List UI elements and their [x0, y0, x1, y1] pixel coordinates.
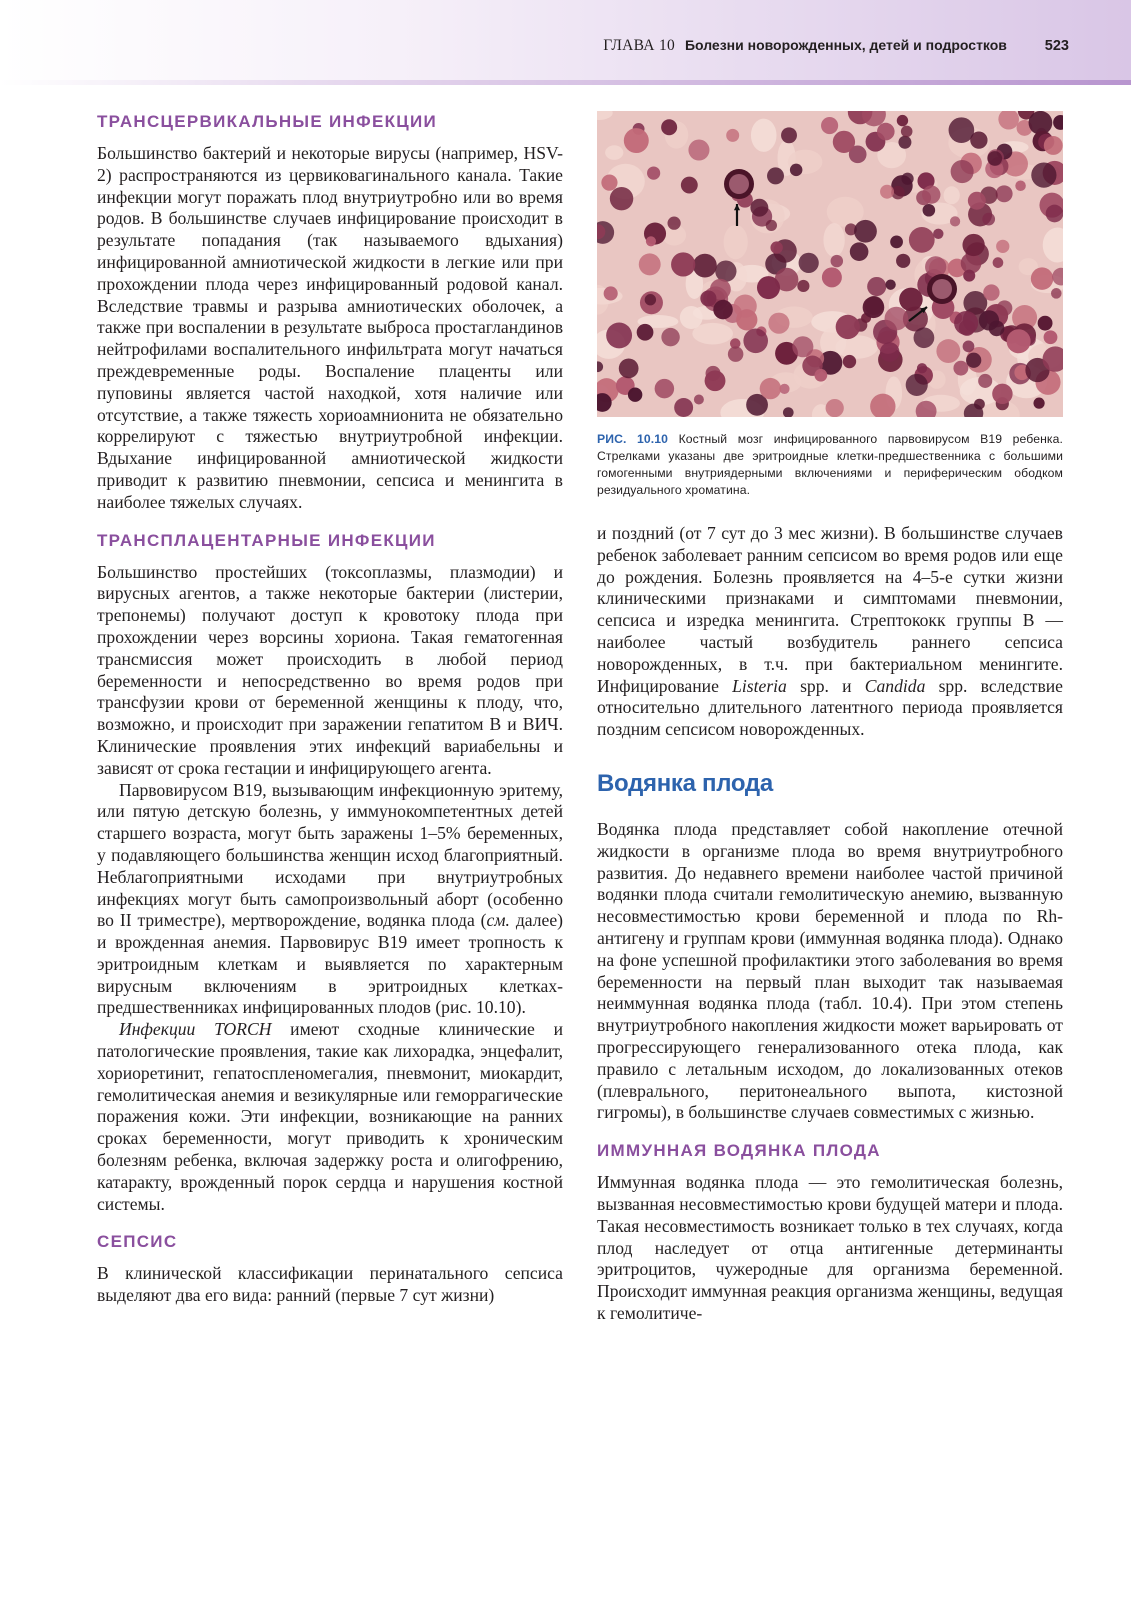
listeria-term: Listeria: [732, 675, 787, 696]
micrograph-figure: [597, 111, 1063, 417]
paragraph-hydrops: Водянка плода представляет собой накопление отечной жидкости в организме плода во время внутриутробного развития. До недавнего времени наиболее частой причиной водянки плода считали гемолитическую анемию, вызванную несовместимостью крови беременной и плода по Rh-антигену и группам крови (иммунная водянка плода). Однако на фоне успешной профилактики этого заболевания во время беременности на первый план выходит так называемая неиммунная водянка плода (табл. 10.4). При этом степень внутриутробного накопления жидкости может варьировать от прогрессирующего генерализованного отека плода, как правило с летальным исходом, до локализованных отеков (плеврального, перитонеального выпота, кистозной гигромы), в большинстве случаев совместимых с жизнью.: [597, 818, 1063, 1123]
see-reference: см.: [486, 910, 510, 931]
left-column: [97, 111, 563, 1307]
bone-marrow-micrograph: [597, 111, 1063, 417]
right-column: [597, 111, 1063, 1325]
paragraph-torch: Инфекции TORCH имеют сходные клинические и патологические проявления, такие как лихорадка, энцефалит, хориоретинит, гепатоспленомегалия, пневмонит, миокардит, гемолитическая анемия и везикулярные или геморрагические поражения кожи. Эти инфекции, возникающие на ранних сроках беременности, могут приводить к хроническим болезням ребенка, включая задержку роста и олигофрению, катаракту, врожденный порок сердца и нарушения костной системы.: [97, 1019, 563, 1214]
figure-label: РИС. 10.10: [597, 432, 669, 446]
paragraph-sepsis-continued: и поздний (от 7 сут до 3 мес жизни). В большинстве случаев ребенок заболевает ранним сепсисом во время родов или еще до рождения. Болезнь проявляется на 4–5-е сутки жизни клиническими признаками и симптомами пневмонии, сепсиса и изредка менингита. Стрептококк группы В — наиболее частый возбудитель раннего сепсиса новорожденных, в т.ч. при бактериальном менингите. Инфицирование Listeria spp. и Candida spp. вследствие относительно длительного латентного периода проявляется поздним сепсисом новорожденных.: [597, 523, 1063, 740]
header-rule: [0, 80, 1131, 85]
heading-transcervical: ТРАНСЦЕРВИКАЛЬНЫЕ ИНФЕКЦИИ: [97, 112, 438, 131]
heading-hydrops: Водянка плода: [597, 769, 773, 797]
running-head: [603, 37, 1069, 55]
heading-sepsis: СЕПСИС: [97, 1232, 178, 1252]
heading-transplacental: ТРАНСПЛАЦЕНТАРНЫЕ ИНФЕКЦИИ: [97, 530, 436, 550]
chapter-number: ГЛАВА 10: [603, 37, 676, 54]
page-number: 523: [1044, 38, 1069, 54]
paragraph-parvovirus: Парвовирусом В19, вызывающим инфекционную эритему, или пятую детскую болезнь, у иммунокомпетентных детей старшего возраста, могут быть заражены 1–5% беременных, у подавляющего большинства женщин исход благоприятный. Неблагоприятными исходами при внутриутробных инфекциях могут быть самопроизвольный аборт (особенно во II триместре), мертворождение, водянка плода (см. далее) и врожденная анемия. Парвовирус В19 имеет тропность к эритроидным клеткам и выявляется по характерным вирусным включениям в эритроидных клетках-предшественниках инфицированных плодов (рис. 10.10).: [97, 779, 563, 1018]
figure-caption: РИС. 10.10 Костный мозг инфицированного парвовирусом В19 ребенка. Стрелками указаны две эритроидные клетки-предшественника с большими гомогенными внутриядерными включениями и периферическим ободком резидуального хроматина.: [597, 432, 1063, 497]
torch-term: Инфекции TORCH: [119, 1019, 272, 1040]
heading-immune-hydrops: ИММУННАЯ ВОДЯНКА ПЛОДА: [597, 1141, 881, 1161]
paragraph-transplacental-1: Большинство простейших (токсоплазмы, плазмодии) и вирусных агентов, а также некоторые бактерии (листерии, трепонемы) получают доступ к кровотоку плода при прохождении через ворсины хориона. Такая гематогенная трансмиссия может происходить в любой период беременности и непосредственно во время родов при трансфузии крови от беременной женщины к плоду, что, возможно, и происходит при заражении гепатитом В и ВИЧ. Клинические проявления этих инфекций вариабельны и зависят от срока гестации и инфицирующего агента.: [97, 561, 563, 778]
paragraph-immune-hydrops: Иммунная водянка плода — это гемолитическая болезнь, вызванная несовместимостью крови будущей матери и плода. Такая несовместимость возникает только в тех случаях, когда плод наследует от отца антигенные детерминанты эритроцитов, чужеродные для организма беременной. Происходит иммунная реакция организма женщины, ведущая к гемолитиче-: [597, 1172, 1063, 1323]
chapter-title: Болезни новорожденных, детей и подростков: [684, 37, 1007, 53]
paragraph-sepsis: В клинической классификации перинатального сепсиса выделяют два его вида: ранний (первые 7 сут жизни): [97, 1263, 563, 1306]
candida-term: Candida: [864, 675, 926, 696]
paragraph-transcervical: Большинство бактерий и некоторые вирусы (например, HSV-2) распространяются из цервиковагинального канала. Такие инфекции могут поражать плод внутриутробно или во время родов. В большинстве случаев инфицирование происходит в результате попадания (так называемого вдыхания) инфицированной амниотической жидкости в легкие или при прохождении плода через инфицированный родовой канал. Вследствие травмы и разрыва амниотических оболочек, а также при воспалении в результате выброса простагландинов нейтрофилами воспалительного инфильтрата могут начаться преждевременные роды. Воспаление плаценты или пуповины является частой находкой, хотя наличие или отсутствие, а также тяжесть хориоамнионита не обязательно коррелируют с тяжестью внутриутробной инфекции. Вдыхание инфицированной амниотической жидкости приводит к развитию пневмонии, сепсиса и менингита в наиболее тяжелых случаях.: [97, 143, 563, 512]
